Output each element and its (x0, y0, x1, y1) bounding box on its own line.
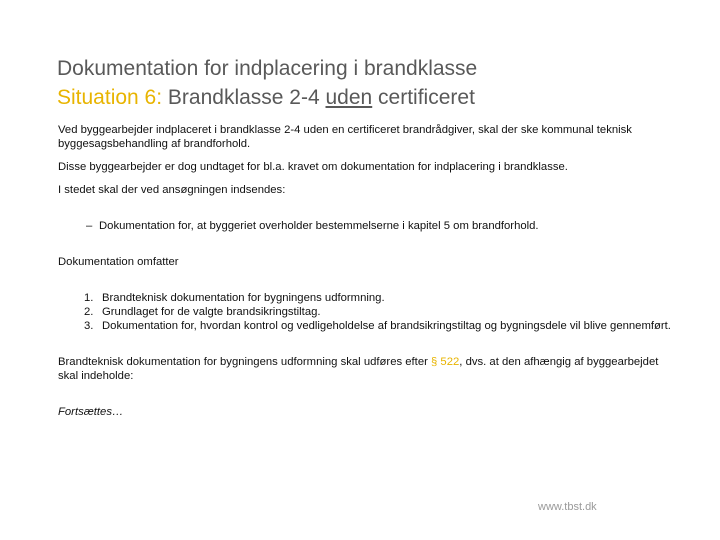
numbered-list (58, 291, 678, 333)
dash-bullet: – (86, 220, 93, 232)
slide-title (57, 54, 677, 112)
list-item (58, 305, 678, 319)
title-underlined-word: uden (325, 86, 373, 109)
list-number: 1. (84, 292, 94, 304)
list-item-text: Grundlaget for de valgte brandsikringstiltag. (102, 306, 321, 318)
title-middle: Brandklasse 2-4 (162, 86, 326, 109)
closing-paragraph (58, 355, 678, 383)
paragraph-1: Ved byggearbejder indplaceret i brandklasse 2-4 uden en certificeret brandrådgiver, skal der ske kommunal teknisk byggesagsbehandling af brandforhold. (58, 124, 632, 150)
list-number: 3. (84, 320, 94, 332)
list-item (58, 319, 678, 333)
title-line-2 (57, 83, 677, 112)
paragraph-4: Dokumentation omfatter (58, 256, 179, 268)
title-tail: certificeret (372, 86, 475, 109)
paragraph-3: I stedet skal der ved ansøgningen indsendes: (58, 184, 286, 196)
closing-lead: Brandteknisk dokumentation for bygningens udformning skal udføres efter (58, 356, 432, 368)
title-situation-label: Situation 6: (57, 86, 163, 109)
dash-item-text: Dokumentation for, at byggeriet overholder bestemmelserne i kapitel 5 om brandforhold. (99, 220, 539, 232)
footer-url: www.tbst.dk (538, 501, 597, 513)
slide-body (58, 123, 678, 419)
list-number: 2. (84, 306, 94, 318)
title-line-1: Dokumentation for indplacering i brandklasse (57, 57, 478, 80)
list-item-text: Brandteknisk dokumentation for bygningens udformning. (102, 292, 385, 304)
closing-tail: , dvs. at den afhængig af byggearbejdet skal indeholde: (58, 356, 659, 382)
section-reference: § 522 (431, 356, 460, 368)
dash-list-item (58, 219, 678, 233)
continues-note: Fortsættes… (58, 406, 124, 418)
list-item-text: Dokumentation for, hvordan kontrol og vedligeholdelse af brandsikringstiltag og bygningsdele vil blive gennemført. (102, 320, 671, 332)
paragraph-2: Disse byggearbejder er dog undtaget for bl.a. kravet om dokumentation for indplacering i brandklasse. (58, 161, 568, 173)
list-item (58, 291, 678, 305)
